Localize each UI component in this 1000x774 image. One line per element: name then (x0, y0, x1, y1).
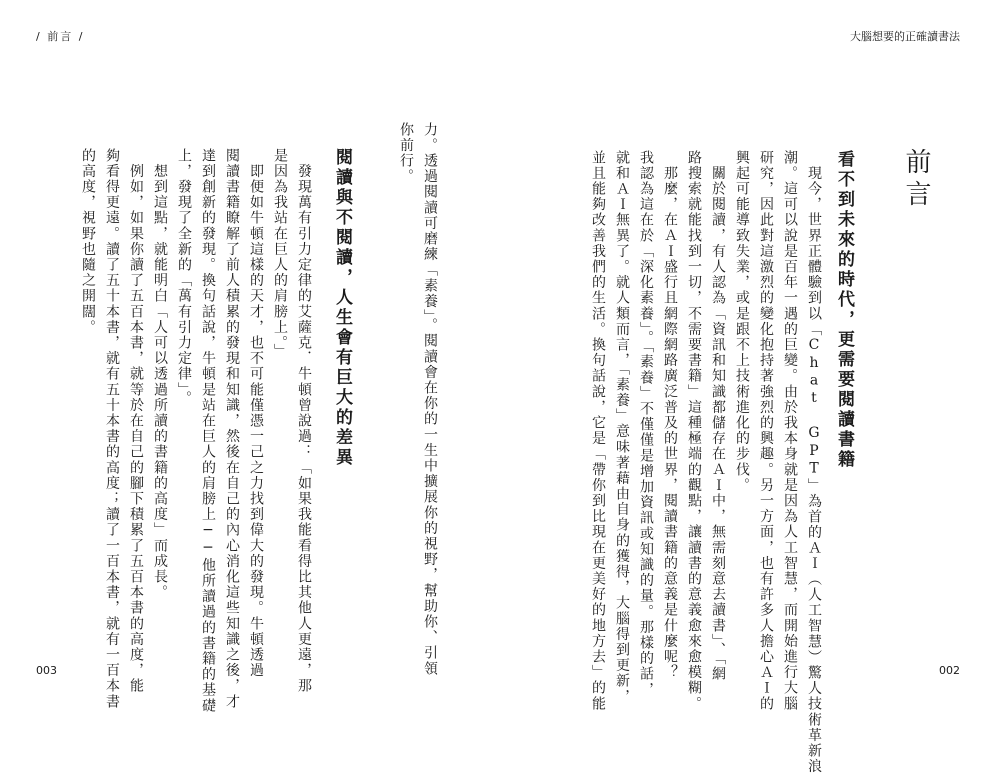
text-column: 即便如牛頓這樣的天才，也不可能僅憑一己之力找到偉大的發現。牛頓透過 (248, 148, 264, 679)
text-column: 就和ＡＩ無異了。就人類而言，「素養」意味著藉由自身的獲得，大腦得到更新， (614, 150, 630, 705)
text-column: 你前行。 (398, 122, 414, 185)
text-column: 潮。這可以說是百年一遇的巨變。由於我本身就是因為人工智慧，而開始進行大腦 (782, 150, 798, 712)
text-column: 路搜索就能找到一切，不需要書籍」這種極端的觀點，讓讀書的意義愈來愈模糊。 (686, 150, 702, 712)
text-column: 的高度，視野也隨之開闊。 (80, 148, 96, 336)
section-heading-2: 閱讀與不閱讀，人生會有巨大的差異 (332, 148, 352, 468)
text-column: 是因為我站在巨人的肩膀上。」 (272, 148, 288, 360)
text-column: 關於閱讀，有人認為「資訊和知識都儲存在ＡＩ中，無需刻意去讀書」、「網 (710, 150, 726, 682)
text-column: 夠看得更遠。讀了五十本書，就有五十本書的高度；讀了一百本書，就有一百本書 (104, 148, 120, 710)
text-column: 並且能夠改善我們的生活。換句話說，它是「帶你到比現在更美好的地方去」的能 (590, 150, 606, 712)
text-column: 我認為這在於「深化素養」。「素養」不僅僅是增加資訊或知識的量。那樣的話， (638, 150, 654, 698)
text-column: 上，發現了全新的「萬有引力定律」。 (176, 148, 192, 407)
running-header-book-title: 大腦想要的正確讀書法 (850, 30, 960, 43)
running-header-chapter: / 前言 / (36, 30, 85, 43)
page-number-left: 003 (36, 664, 57, 677)
text-column: 例如，如果你讀了五百本書，就等於在自己的腳下積累了五百本書的高度，能 (128, 148, 144, 694)
text-column: 發現萬有引力定律的艾薩克．牛頓曾說過：「如果我能看得比其他人更遠，那 (296, 148, 312, 694)
text-column: 達到創新的發現。換句話說，牛頓是站在巨人的肩膀上──他所讀過的書籍的基礎 (200, 148, 216, 714)
text-column: 研究，因此對這激烈的變化抱持著強烈的興趣。另一方面，也有許多人擔心ＡＩ的 (758, 150, 774, 712)
text-column: 閱讀書籍瞭解了前人積累的發現和知識，然後在自己的內心消化這些知識之後，才 (224, 148, 240, 710)
text-column: 那麼，在ＡＩ盛行且網際網路廣泛普及的世界，閱讀書籍的意義是什麼呢？ (662, 150, 678, 681)
text-column: 力。透過閱讀可磨練「素養」。閱讀會在你的一生中擴展你的視野，幫助你、引領 (422, 122, 438, 677)
page-number-right: 002 (939, 664, 960, 677)
text-column: 現今，世界正體驗到以「Chat GPT」為首的ＡＩ（人工智慧）驚人技術革新浪 (806, 150, 822, 774)
chapter-title: 前言 (901, 148, 931, 212)
text-column: 想到這點，就能明白「人可以透過所讀的書籍的高度」而成長。 (152, 148, 168, 601)
section-heading-1: 看不到未來的時代，更需要閱讀書籍 (834, 150, 854, 470)
text-column: 興起可能導致失業，或是跟不上技術進化的步伐。 (734, 150, 750, 494)
